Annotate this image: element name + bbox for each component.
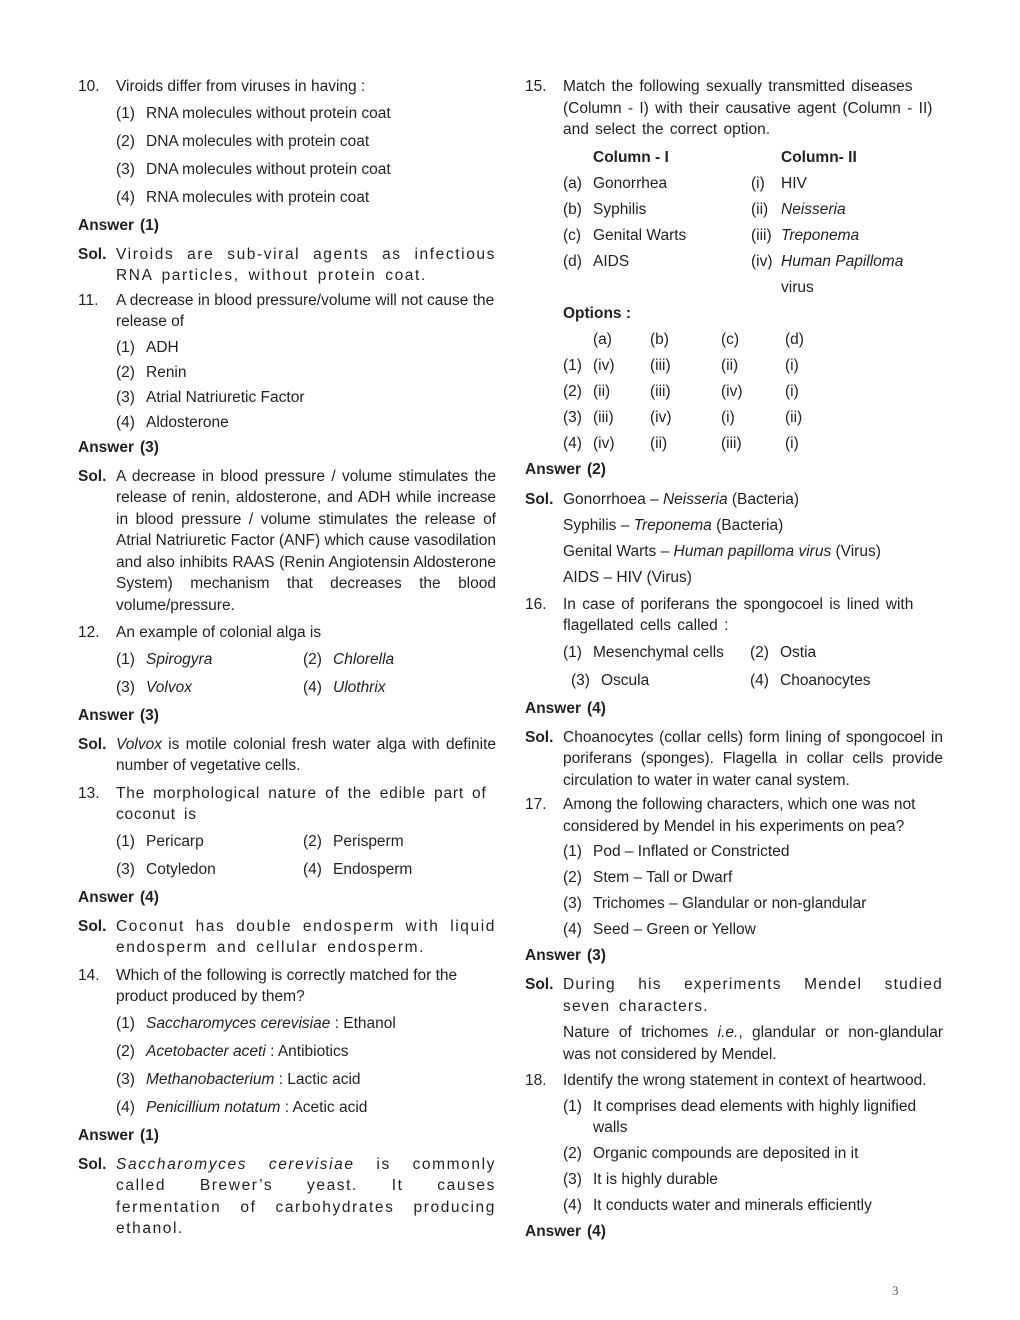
page-number: 3 bbox=[892, 1283, 899, 1298]
option-4: (4) RNA molecules with protein coat bbox=[116, 188, 370, 206]
option-row bbox=[116, 859, 496, 880]
answer: Answer (1) bbox=[78, 216, 159, 234]
answer: Answer (3) bbox=[78, 438, 159, 456]
option-row bbox=[563, 642, 943, 663]
option-3: (3) Trichomes – Glandular or non-glandular bbox=[563, 895, 867, 912]
option-2: (2) Ostia bbox=[750, 643, 817, 661]
solution: Sol. Gonorrhoea – Neisseria (Bacteria) Syphilis – Treponema (Bacteria) Genital Warts – Human papilloma virus (Virus) AIDS – HIV (Virus) bbox=[525, 490, 881, 586]
option-1: (1) Pod – Inflated or Constricted bbox=[563, 843, 790, 860]
option-3: (3) Oscula bbox=[571, 671, 650, 689]
right-column bbox=[525, 76, 943, 1250]
answer: Answer (4) bbox=[525, 1222, 606, 1240]
option-4: (4) Seed – Green or Yellow bbox=[563, 921, 756, 938]
option-1: (1) Saccharomyces cerevisiae : Ethanol bbox=[116, 1014, 396, 1032]
question-13: 13. The morphological nature of the edible part of coconut is (1) Pericarp (2) Perisperm (3) Cotyledon (4) Endosperm Answer (4) Sol. Coconut has double endosperm with liquid endosperm and cellular endosperm. bbox=[78, 783, 496, 959]
option-4: (4) Endosperm bbox=[303, 860, 413, 878]
option-3: (3) DNA molecules without protein coat bbox=[116, 160, 391, 178]
question-11: 11. A decrease in blood pressure/volume will not cause the release of (1) ADH (2) Renin (3) Atrial Natriuretic Factor (4) Aldosterone Answer (3) Sol. A decrease in blood pressure / volume stimulates the release of renin, aldosterone, and ADH while increase in blood pressure / volume stimulates the release of Atrial Natriuretic Factor (ANF) which cause vasodilation and also inhibits RAAS (Renin Angiotensin Aldosterone System) mechanism that decreases the blood volume/pressure. bbox=[78, 290, 496, 617]
option-row bbox=[116, 649, 496, 670]
option-3: (3) Cotyledon bbox=[116, 860, 216, 878]
option-2: (2) Acetobacter aceti : Antibiotics bbox=[116, 1042, 349, 1060]
option-row bbox=[563, 670, 943, 691]
question-16: 16. In case of poriferans the spongocoel is lined with flagellated cells called : (1) Mesenchymal cells (2) Ostia (3) Oscula (4) Choanocytes Answer (4) Sol. Choanocytes (collar cells) form lining of spongocoel in poriferans (sponges). Flagella in collar cells provide circulation to water in water canal system. bbox=[525, 594, 943, 792]
question-text: The morphological nature of the edible part of coconut is bbox=[116, 784, 487, 823]
option-2: (2) (ii) (iii) (iv) (i) bbox=[563, 382, 799, 400]
option-row bbox=[116, 831, 496, 852]
option-2: (2) Organic compounds are deposited in it bbox=[563, 1144, 859, 1162]
solution: Sol. Coconut has double endosperm with liquid endosperm and cellular endosperm. bbox=[78, 917, 496, 956]
option-1: (1) Spirogyra bbox=[116, 650, 213, 668]
question-text: Match the following sexually transmitted diseases (Column - I) with their causative agent (Column - II) and select the correct option. bbox=[563, 78, 933, 138]
answer: Answer (1) bbox=[78, 1126, 159, 1144]
option-1: (1) Pericarp bbox=[116, 832, 204, 850]
option-3: (3) Methanobacterium : Lactic acid bbox=[116, 1070, 361, 1088]
options-table: (a) (b) (c) (d) (1) (iv) (iii) (ii) (i) (2) (ii) (iii) (iv) (i) (3) (iii) (iv) (i) (ii) (4) (iv) (ii) (iii) (i) bbox=[563, 327, 804, 457]
match-row: (b) Syphilis (ii) Neisseria bbox=[563, 200, 846, 218]
solution: Sol. Saccharomyces cerevisiae is commonly called Brewer’s yeast. It causes fermentation of carbohydrates producing ethanol. bbox=[78, 1155, 496, 1237]
option-3: (3) Volvox bbox=[116, 678, 192, 696]
option-1: (1) RNA molecules without protein coat bbox=[116, 104, 391, 122]
question-text: In case of poriferans the spongocoel is lined with flagellated cells called : bbox=[563, 595, 914, 634]
column-2-header: Column- II bbox=[781, 148, 857, 166]
option-row bbox=[116, 677, 496, 698]
solution: Sol. Viroids are sub-viral agents as infectious RNA particles, without protein coat. bbox=[78, 245, 496, 284]
option-2: (2) DNA molecules with protein coat bbox=[116, 132, 370, 150]
option-2: (2) Renin bbox=[116, 363, 187, 381]
question-text: An example of colonial alga is bbox=[116, 624, 322, 641]
question-10: 10. Viroids differ from viruses in having : (1) RNA molecules without protein coat (2) DNA molecules with protein coat (3) DNA molecules without protein coat (4) RNA molecules with protein coat Answer (1) Sol. Viroids are sub-viral agents as infectious RNA particles, without protein coat. bbox=[78, 76, 496, 287]
option-4: (4) Ulothrix bbox=[303, 678, 386, 696]
match-table: Column - I Column- II (a) Gonorrhea (i) HIV (b) Syphilis (ii) Neisseria (c) Genital Warts (iii) Treponema (d) AIDS (iv) Human Papilloma virus bbox=[563, 145, 903, 301]
answer: Answer (4) bbox=[525, 699, 606, 717]
option-2: (2) Chlorella bbox=[303, 650, 395, 668]
question-text: Which of the following is correctly matched for the product produced by them? bbox=[116, 966, 458, 1005]
option-4: (4) Choanocytes bbox=[750, 671, 871, 689]
answer: Answer (3) bbox=[525, 947, 606, 964]
option-2: (2) Perisperm bbox=[303, 832, 404, 850]
match-row: (d) AIDS (iv) Human Papilloma bbox=[563, 252, 904, 270]
solution: Sol. Choanocytes (collar cells) form lining of spongocoel in poriferans (sponges). Flagella in collar cells provide circulation to water in water canal system. bbox=[525, 728, 943, 789]
option-1: (1) It comprises dead elements with highly lignified walls bbox=[563, 1097, 917, 1136]
answer: Answer (4) bbox=[78, 888, 159, 906]
answer: Answer (2) bbox=[525, 460, 606, 478]
question-18: 18. Identify the wrong statement in context of heartwood. (1) It comprises dead elements with highly lignified walls (2) Organic compounds are deposited in it (3) It is highly durable (4) It conducts water and minerals efficiently Answer (4) bbox=[525, 1070, 943, 1242]
option-1: (1) ADH bbox=[116, 338, 179, 356]
option-4: (4) Penicillium notatum : Acetic acid bbox=[116, 1098, 368, 1116]
option-3: (3) It is highly durable bbox=[563, 1170, 718, 1188]
question-text: A decrease in blood pressure/volume will not cause the release of bbox=[116, 291, 495, 330]
question-17: 17. Among the following characters, which one was not considered by Mendel in his experiments on pea? (1) Pod – Inflated or Constricted (2) Stem – Tall or Dwarf (3) Trichomes – Glandular or non-glandular (4) Seed – Green or Yellow Answer (3) Sol. During his experiments Mendel studied seven characters. Nature of trichomes i.e., glandular or non-glandular was not considered by Mendel. bbox=[525, 794, 943, 1065]
answer: Answer (3) bbox=[78, 706, 159, 724]
solution: Sol. A decrease in blood pressure / volume stimulates the release of renin, aldosterone, and ADH while increase in blood pressure / volume stimulates the release of Atrial Natriuretic Factor (ANF) which cause vasodilation and also inhibits RAAS (Renin Angiotensin Aldosterone System) mechanism that decreases the blood volume/pressure. bbox=[78, 467, 496, 614]
question-text: Among the following characters, which one was not considered by Mendel in his experiments on pea? bbox=[563, 796, 916, 835]
question-12: 12. An example of colonial alga is (1) Spirogyra (2) Chlorella (3) Volvox (4) Ulothrix Answer (3) Sol. Volvox is motile colonial fresh water alga with definite number of vegetative cells. bbox=[78, 622, 496, 777]
column-1-header: Column - I bbox=[593, 148, 669, 166]
solution: Sol. Volvox is motile colonial fresh water alga with definite number of vegetative cells. bbox=[78, 735, 496, 774]
option-1: (1) Mesenchymal cells bbox=[563, 643, 724, 661]
match-row: (a) Gonorrhea (i) HIV bbox=[563, 174, 807, 192]
question-14: 14. Which of the following is correctly matched for the product produced by them? (1) Saccharomyces cerevisiae : Ethanol (2) Acetobacter aceti : Antibiotics (3) Methanobacterium : Lactic acid (4) Penicillium notatum : Acetic acid Answer (1) Sol. Saccharomyces cerevisiae is commonly called Brewer’s yeast. It causes fermentation of carbohydrates producing ethanol. bbox=[78, 965, 496, 1240]
option-4: (4) (iv) (ii) (iii) (i) bbox=[563, 434, 799, 452]
option-2: (2) Stem – Tall or Dwarf bbox=[563, 869, 733, 886]
left-column bbox=[78, 76, 496, 1243]
option-4: (4) It conducts water and minerals efficiently bbox=[563, 1196, 872, 1214]
solution: Sol. During his experiments Mendel studied seven characters. Nature of trichomes i.e., glandular or non-glandular was not considered by Mendel. bbox=[525, 976, 943, 1063]
option-3: (3) (iii) (iv) (i) (ii) bbox=[563, 408, 803, 426]
question-text: Viroids differ from viruses in having : bbox=[116, 78, 366, 95]
option-1: (1) (iv) (iii) (ii) (i) bbox=[563, 356, 799, 374]
match-row: (c) Genital Warts (iii) Treponema bbox=[563, 226, 860, 244]
option-4: (4) Aldosterone bbox=[116, 413, 229, 431]
options-label: Options : bbox=[563, 304, 632, 322]
option-3: (3) Atrial Natriuretic Factor bbox=[116, 388, 305, 406]
question-text: Identify the wrong statement in context of heartwood. bbox=[563, 1072, 927, 1089]
question-15: 15. Match the following sexually transmitted diseases (Column - I) with their causative agent (Column - II) and select the correct option. Column - I Column- II (a) Gonorrhea (i) HIV (b) Syphilis (ii) Neisseria (c) Genital Warts (iii) Treponema (d) AIDS (iv) Human Papilloma virus Options : (a) (b) (c) (d) (1) (iv) (iii) (ii) (i) (2) (ii) (iii) (iv) (i) (3) (iii) (iv) (i) (ii) (4) (iv) (ii) (iii) (i) Answer (2) Sol. Gonorrhoea – Neisseria (Bacteria) Syphilis – Treponema (Bacteria) Genital Warts – Human papilloma virus (Virus) AIDS – HIV (Virus) bbox=[525, 76, 943, 591]
